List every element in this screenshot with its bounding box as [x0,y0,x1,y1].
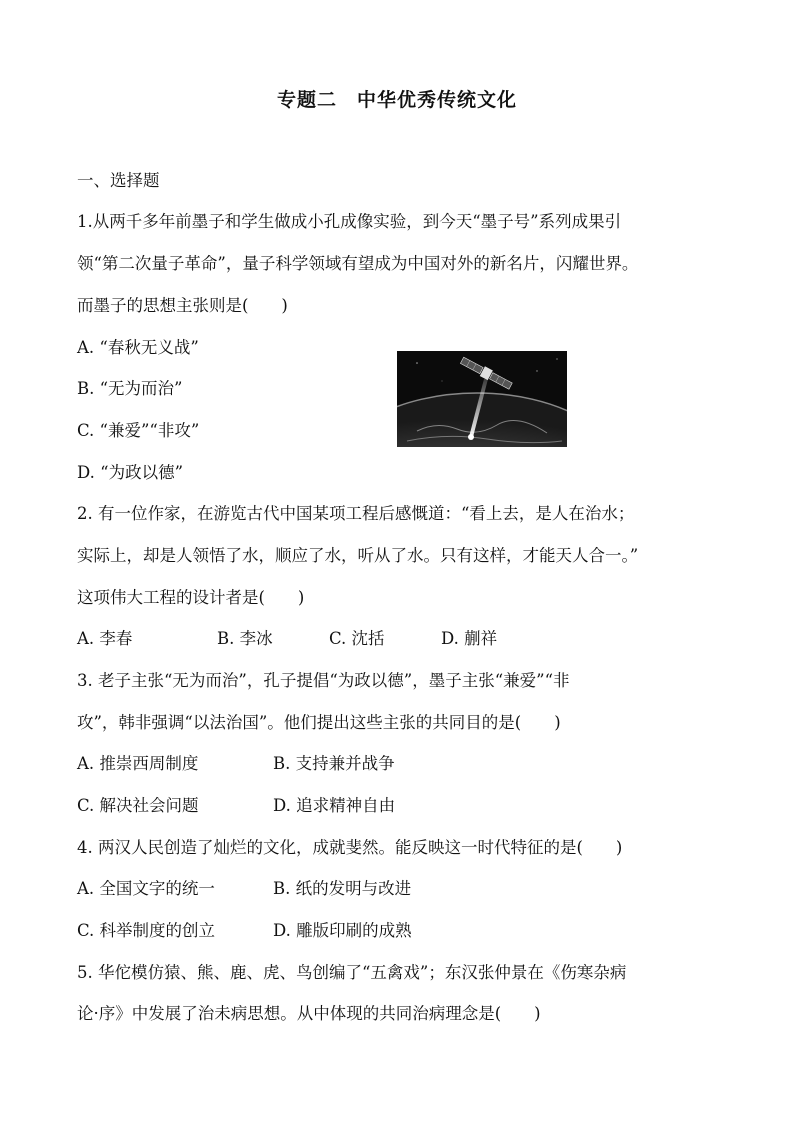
question-2-option-b: B. 李冰 [217,629,273,648]
question-3-option-b: B. 支持兼并战争 [273,754,395,773]
question-4-option-b: B. 纸的发明与改进 [273,879,412,898]
question-3-option-d: D. 追求精神自由 [273,796,396,815]
question-3-options-row-2 [77,795,395,817]
question-2-options [77,628,497,650]
satellite-earth-image [397,351,567,447]
question-4-option-d: D. 雕版印刷的成熟 [273,921,412,940]
section-heading: 一、选择题 [77,171,160,190]
question-1-line-2: 领“第二次量子革命”，量子科学领域有望成为中国对外的新名片，闪耀世界。 [77,254,639,273]
question-2-line-2: 实际上，却是人领悟了水，顺应了水，听从了水。只有这样，才能天人合一。” [77,546,639,565]
question-2-line-3: 这项伟大工程的设计者是( ) [77,588,305,607]
question-1-option-b: B. “无为而治” [77,379,183,398]
question-3-option-c: C. 解决社会问题 [77,796,199,815]
question-1-option-a: A. “春秋无义战” [77,338,199,357]
question-1-line-1: 1.从两千多年前墨子和学生做成小孔成像实验，到今天“墨子号”系列成果引 [77,212,622,231]
question-3-line-1: 3. 老子主张“无为而治”，孔子提倡“为政以德”，墨子主张“兼爱”“非 [77,671,570,690]
page-title: 专题二 中华优秀传统文化 [276,89,517,111]
question-2-line-1: 2. 有一位作家，在游览古代中国某项工程后感慨道：“看上去，是人在治水； [77,504,635,523]
question-4-line-1: 4. 两汉人民创造了灿烂的文化，成就斐然。能反映这一时代特征的是( ) [77,838,623,857]
question-4-option-c: C. 科举制度的创立 [77,921,216,940]
question-2-option-c: C. 沈括 [329,629,385,648]
question-2-option-d: D. 蒯祥 [441,629,498,648]
question-2-option-a: A. 李春 [77,629,133,648]
question-1-option-d: D. “为政以德” [77,463,184,482]
question-3-option-a: A. 推崇西周制度 [77,754,199,773]
question-5-line-1: 5. 华佗模仿猿、熊、鹿、虎、鸟创编了“五禽戏”；东汉张仲景在《伤寒杂病 [77,963,627,982]
question-5-line-2: 论·序》中发展了治未病思想。从中体现的共同治病理念是( ) [77,1004,541,1023]
question-3-line-2: 攻”，韩非强调“以法治国”。他们提出这些主张的共同目的是( ) [77,713,561,732]
question-3-options-row-1 [77,753,395,775]
question-4-options-row-1 [77,878,411,900]
question-1-option-c: C. “兼爱”“非攻” [77,421,200,440]
question-4-options-row-2 [77,920,412,942]
question-1-line-3: 而墨子的思想主张则是( ) [77,296,288,315]
question-4-option-a: A. 全国文字的统一 [77,879,215,898]
